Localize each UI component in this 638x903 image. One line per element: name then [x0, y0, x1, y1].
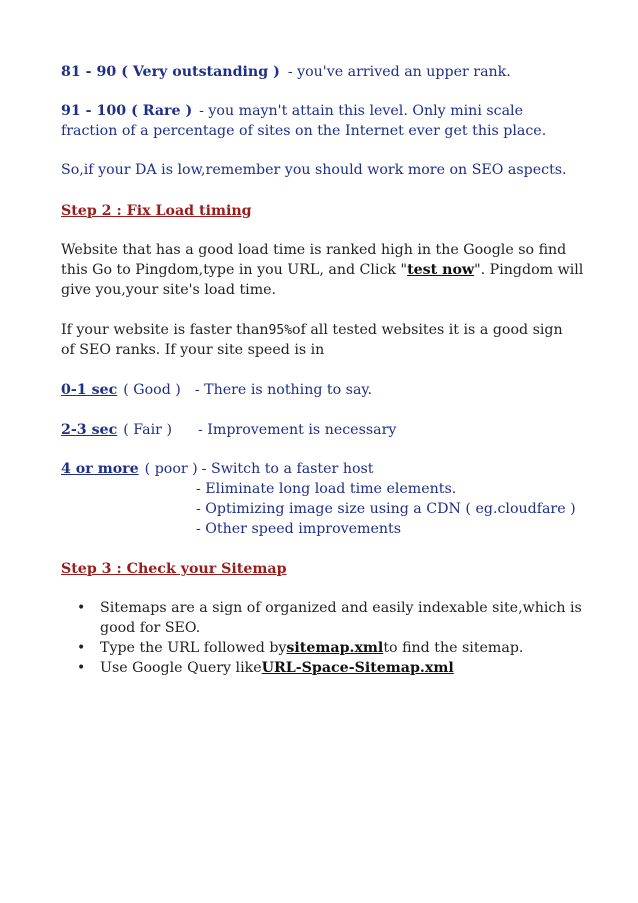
url-space-sitemap-link[interactable]: URL-Space-Sitemap.xml — [261, 660, 454, 676]
step2-paragraph-line — [61, 340, 324, 360]
da-note — [61, 160, 567, 180]
paragraph-text: ". Pingdom will — [474, 262, 584, 278]
da-range-text: fraction of a percentage of sites on the Internet ever get this place. — [61, 123, 547, 139]
paragraph-text: of SEO ranks. If your site speed is in — [61, 342, 325, 358]
step2-paragraph-line — [61, 240, 566, 260]
bullet-text: to find the sitemap. — [383, 640, 524, 656]
bullet-text: good for SEO. — [100, 620, 201, 636]
da-range-label: 81 - 90 ( Very outstanding ) — [61, 64, 280, 80]
da-range-81-90 — [61, 62, 511, 82]
speed-rating: ( poor ) — [144, 461, 198, 477]
speed-range: 4 or more — [61, 461, 139, 477]
da-note-text: So,if your DA is low,remember you should work more on SEO aspects. — [61, 162, 567, 178]
speed-row-good — [61, 380, 372, 400]
da-range-label: 91 - 100 ( Rare ) — [61, 103, 193, 119]
step3-heading — [61, 559, 287, 579]
bullet-text: Use Google Query like — [100, 660, 262, 676]
bullet-item-cont — [100, 618, 200, 638]
paragraph-text: this Go to Pingdom,type in you URL, and Click " — [61, 262, 408, 278]
speed-range: 2-3 sec — [61, 422, 118, 438]
speed-advice: - Improvement is necessary — [197, 422, 397, 438]
bullet-icon: • — [77, 660, 86, 676]
speed-advice: - Eliminate long load time elements. — [196, 481, 457, 497]
bullet-item — [100, 638, 523, 658]
speed-row-fair — [61, 420, 396, 440]
step2-paragraph-line — [61, 260, 583, 280]
step2-paragraph-line — [61, 280, 276, 300]
speed-advice: - There is nothing to say. — [194, 382, 373, 398]
section-heading: Step 2 : Fix Load timing — [61, 203, 252, 219]
step2-heading — [61, 201, 252, 221]
percentage-value: 95% — [268, 323, 293, 338]
da-range-text: - you've arrived an upper rank. — [287, 64, 511, 80]
speed-advice-extra — [196, 479, 456, 499]
bullet-icon: • — [77, 600, 86, 616]
speed-advice-extra — [196, 519, 401, 539]
sitemap-xml-link[interactable]: sitemap.xml — [286, 640, 384, 656]
paragraph-text: Website that has a good load time is ranked high in the Google so find — [61, 242, 567, 258]
speed-advice: - Other speed improvements — [196, 521, 401, 537]
paragraph-text: If your website is faster than — [61, 322, 269, 338]
da-range-text: - you mayn't attain this level. Only mini scale — [199, 103, 523, 119]
speed-range: 0-1 sec — [61, 382, 118, 398]
bullet-text: Type the URL followed by — [100, 640, 287, 656]
step2-paragraph-line — [61, 320, 563, 341]
speed-row-poor — [61, 459, 373, 479]
paragraph-text: of all tested websites it is a good sign — [292, 322, 563, 338]
bullet-icon: • — [77, 640, 86, 656]
da-range-91-100-cont — [61, 121, 546, 141]
paragraph-text: give you,your site's load time. — [61, 282, 277, 298]
speed-rating: ( Good ) — [123, 382, 181, 398]
section-heading: Step 3 : Check your Sitemap — [61, 561, 287, 577]
bullet-item — [100, 598, 582, 618]
speed-advice: - Switch to a faster host — [201, 461, 374, 477]
bullet-text: Sitemaps are a sign of organized and easily indexable site,which is — [100, 600, 582, 616]
speed-advice-extra — [196, 499, 576, 519]
speed-rating: ( Fair ) — [123, 422, 172, 438]
test-now-link[interactable]: test now — [407, 262, 475, 278]
speed-advice: - Optimizing image size using a CDN ( eg.cloudfare ) — [196, 501, 576, 517]
bullet-item — [100, 658, 454, 678]
da-range-91-100 — [61, 101, 565, 121]
